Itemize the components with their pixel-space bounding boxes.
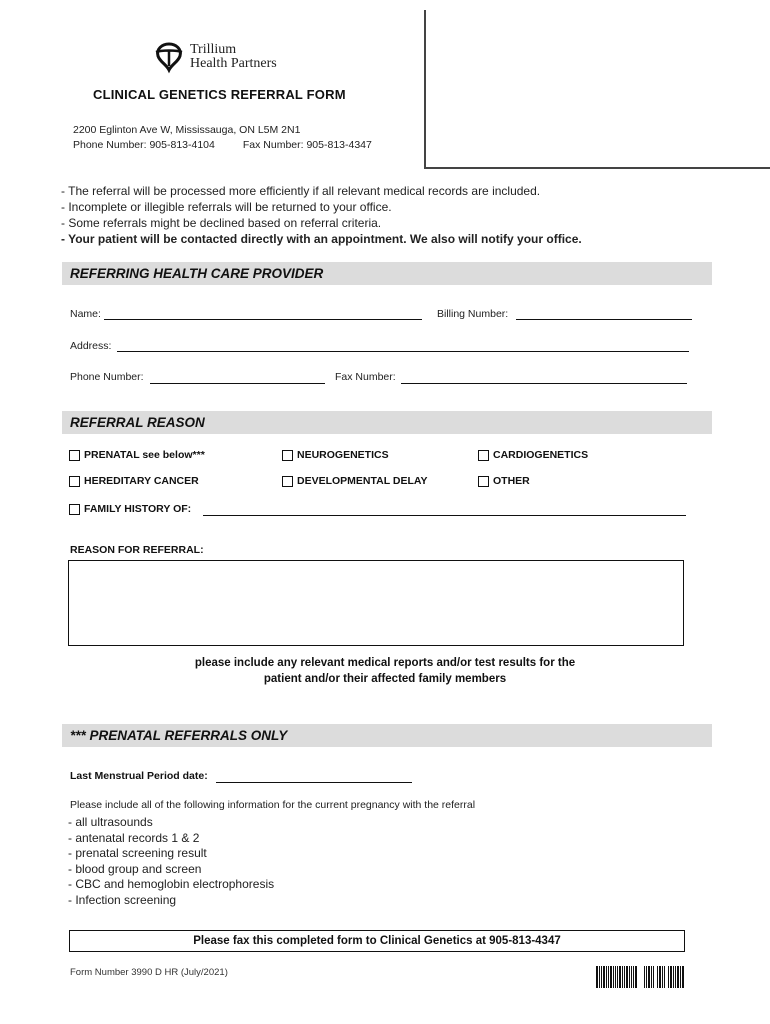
fax-instruction-box: Please fax this completed form to Clinical Genetics at 905-813-4347 [69,930,685,952]
address-field[interactable] [117,351,689,352]
section-header-prenatal [62,724,712,747]
note-item-bold: - Your patient will be contacted directly with an appointment. We also will notify your office. [61,232,582,246]
fax-number-field[interactable] [401,383,687,384]
clinic-contact [73,138,372,153]
checkbox-neurogenetics[interactable] [282,449,389,461]
reason-for-referral-label: REASON FOR REFERRAL: [70,544,204,556]
label-area-border-horizontal [424,167,770,169]
section-header-provider [62,262,712,285]
form-number: Form Number 3990 D HR (July/2021) [70,967,228,978]
clinic-address-block [73,123,372,153]
phone-number-label: Phone Number: [70,371,144,383]
phone-number-field[interactable] [150,383,325,384]
fax-number-label: Fax Number: [335,371,396,383]
checkbox-label: FAMILY HISTORY OF: [84,503,192,515]
section-title-reason: REFERRAL REASON [70,415,205,430]
label-area-border-vertical [424,10,426,168]
prenatal-requirements-list [68,815,274,908]
checkbox-box[interactable] [69,504,80,515]
form-title: CLINICAL GENETICS REFERRAL FORM [93,87,346,102]
section-header-reason [62,411,712,434]
reason-for-referral-textarea[interactable] [68,560,684,646]
include-reports-line-2: patient and/or their affected family members [263,673,507,685]
checkbox-box[interactable] [478,450,489,461]
section-title-prenatal: *** PRENATAL REFERRALS ONLY [70,728,288,743]
note-item: - Incomplete or illegible referrals will be returned to your office. [61,200,392,214]
include-reports-note [120,655,650,687]
billing-number-label: Billing Number: [437,308,509,320]
list-item: - Infection screening [68,892,177,907]
checkbox-label: HEREDITARY CANCER [84,475,199,487]
checkbox-label: CARDIOGENETICS [493,449,589,461]
checkbox-label: DEVELOPMENTAL DELAY [297,475,428,487]
name-field[interactable] [104,319,422,320]
notes-list [61,183,582,247]
checkbox-box[interactable] [69,450,80,461]
include-reports-line-1: please include any relevant medical reports and/or test results for the [194,657,576,669]
name-label: Name: [70,308,101,320]
checkbox-box[interactable] [282,450,293,461]
checkbox-developmental-delay[interactable] [282,475,428,487]
logo-text [190,43,277,71]
clinic-fax: Fax Number: 905-813-4347 [242,139,372,151]
checkbox-family-history[interactable] [69,503,191,515]
clinic-address: 2200 Eglinton Ave W, Mississauga, ON L5M 2N1 [73,124,301,136]
section-title-provider: REFERRING HEALTH CARE PROVIDER [70,266,324,281]
clinic-phone: Phone Number: 905-813-4104 [73,139,215,151]
trillium-logo [152,40,277,74]
logo-line-2: Health Partners [190,56,277,71]
checkbox-other[interactable] [478,475,530,487]
lmp-label: Last Menstrual Period date: [70,770,208,782]
list-item: - blood group and screen [68,861,202,876]
checkbox-prenatal[interactable] [69,449,205,461]
billing-number-field[interactable] [516,319,692,320]
note-item: - The referral will be processed more efficiently if all relevant medical records are included. [61,184,541,198]
list-item: - CBC and hemoglobin electrophoresis [68,877,275,891]
trillium-logo-icon [152,40,186,74]
barcode-icon [596,966,684,988]
logo-line-1: Trillium [190,42,237,57]
note-item: - Some referrals might be declined based on referral criteria. [61,216,382,230]
checkbox-label: NEUROGENETICS [297,449,389,461]
lmp-date-field[interactable] [216,782,412,783]
checkbox-box[interactable] [478,476,489,487]
checkbox-box[interactable] [69,476,80,487]
checkbox-box[interactable] [282,476,293,487]
checkbox-label: OTHER [493,475,530,487]
prenatal-include-text: Please include all of the following information for the current pregnancy with the referral [70,799,476,811]
checkbox-label: PRENATAL see below*** [84,449,205,461]
checkbox-hereditary-cancer[interactable] [69,475,199,487]
list-item: - all ultrasounds [68,815,153,829]
list-item: - antenatal records 1 & 2 [68,830,200,845]
checkbox-cardiogenetics[interactable] [478,449,588,461]
family-history-field[interactable] [203,515,686,516]
list-item: - prenatal screening result [68,846,207,860]
address-label: Address: [70,340,112,352]
